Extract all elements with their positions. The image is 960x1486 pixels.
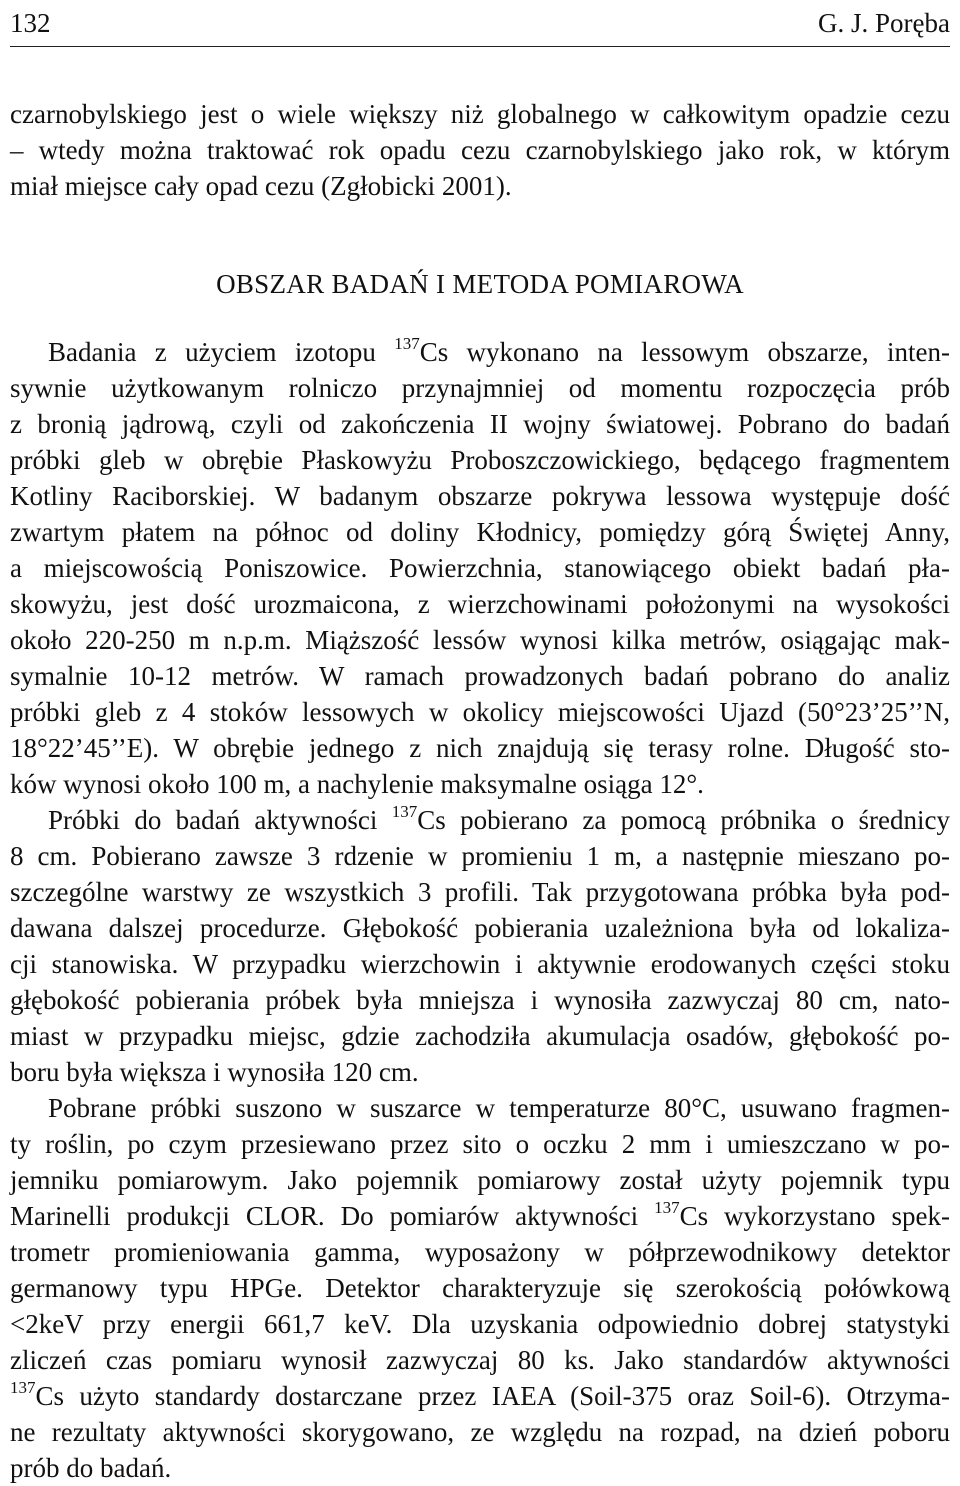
text-line: ty roślin, po czym przesiewano przez sito o oczku 2 mm i umieszczano w po-: [10, 1129, 950, 1159]
page-header: [10, 6, 950, 47]
text-line: dawana dalszej procedurze. Głębokość pobierania uzależniona była od lokaliza-: [10, 913, 950, 943]
paragraph-study-area: [10, 334, 950, 802]
text-run: Badania z użyciem izotopu: [48, 337, 395, 367]
text-line: cji stanowiska. W przypadku wierzchowin i aktywnie erodowanych części stoku: [10, 949, 950, 979]
text-line: zwartym płatem na północ od doliny Kłodnicy, pomiędzy górą Świętej Anny,: [10, 517, 950, 547]
text-line: szczególne warstwy ze wszystkich 3 profili. Tak przygotowana próbka była pod-: [10, 877, 950, 907]
text-line: Pobrane próbki suszono w suszarce w temperaturze 80°C, usuwano fragmen-: [48, 1093, 950, 1123]
text-line: próbki gleb w obrębie Płaskowyżu Proboszczowickiego, będącego fragmentem: [10, 445, 950, 475]
text-run: Cs użyto standardy dostarczane przez IAEA (Soil-375 oraz Soil-6). Otrzyma-: [35, 1381, 950, 1411]
text-line: skowyżu, jest dość urozmaicona, z wierzchowinami położonymi na wysokości: [10, 589, 950, 619]
paragraph-sampling: [10, 802, 950, 1090]
text-line: [10, 802, 950, 838]
text-run: Cs wykonano na lessowym obszarze, inten-: [419, 337, 950, 367]
text-line: miał miejsce cały opad cezu (Zgłobicki 2001).: [10, 171, 512, 201]
text-line: symalnie 10-12 metrów. W ramach prowadzonych badań pobrano do analiz: [10, 661, 950, 691]
text-line: ne rezultaty aktywności skorygowano, ze względu na rozpad, na dzień poboru: [10, 1417, 950, 1447]
text-line: 18°22’45’’E). W obrębie jednego z nich znajdują się terasy rolne. Długość sto-: [10, 733, 950, 763]
intro-paragraph: [10, 96, 950, 204]
text-run: Marinelli produkcji CLOR. Do pomiarów aktywności: [10, 1201, 655, 1231]
text-line: około 220-250 m n.p.m. Miąższość lessów wynosi kilka metrów, osiągając mak-: [10, 625, 950, 655]
running-title: G. J. Poręba: [818, 8, 950, 38]
text-line: boru była większa i wynosiła 120 cm.: [10, 1057, 419, 1087]
isotope-superscript: 137: [654, 1198, 680, 1217]
section-heading: OBSZAR BADAŃ I METODA POMIAROWA: [216, 269, 744, 299]
page-number: 132: [10, 8, 51, 38]
text-line: <2keV przy energii 661,7 keV. Dla uzyskania odpowiednio dobrej statystyki: [10, 1309, 950, 1339]
text-line: prób do badań.: [10, 1453, 172, 1483]
text-run: Cs wykorzystano spek-: [679, 1201, 950, 1231]
text-line: 8 cm. Pobierano zawsze 3 rdzenie w promieniu 1 m, a następnie mieszano po-: [10, 841, 950, 871]
text-line: – wtedy można traktować rok opadu cezu czarnobylskiego jako rok, w którym: [10, 135, 950, 165]
text-line: Kotliny Raciborskiej. W badanym obszarze pokrywa lessowa występuje dość: [10, 481, 950, 511]
text-line: zliczeń czas pomiaru wynosił zazwyczaj 80 ks. Jako standardów aktywności: [10, 1345, 950, 1375]
text-line: miast w przypadku miejsc, gdzie zachodziła akumulacja osadów, głębokość po-: [10, 1021, 950, 1051]
isotope-superscript: 137: [10, 1378, 36, 1397]
text-line: głębokość pobierania próbek była mniejsza i wynosiła zazwyczaj 80 cm, nato-: [10, 985, 950, 1015]
text-line: sywnie użytkowanym rolniczo przynajmniej od momentu rozpoczęcia prób: [10, 373, 950, 403]
text-line: [10, 1378, 950, 1414]
isotope-superscript: 137: [394, 334, 420, 353]
text-run: Cs pobierano za pomocą próbnika o średnicy: [417, 805, 951, 835]
text-line: jemniku pomiarowym. Jako pojemnik pomiarowy został użyty pojemnik typu: [10, 1165, 950, 1195]
text-line: czarnobylskiego jest o wiele większy niż globalnego w całkowitym opadzie cezu: [10, 99, 950, 129]
text-line: z bronią jądrową, czyli od zakończenia II wojny światowej. Pobrano do badań: [10, 409, 950, 439]
isotope-superscript: 137: [391, 802, 418, 821]
text-line: a miejscowością Poniszowice. Powierzchnia, stanowiącego obiekt badań pła-: [10, 553, 950, 583]
paragraph-measurement: [10, 1090, 950, 1486]
text-line: [10, 1198, 950, 1234]
text-line: [10, 334, 950, 370]
text-line: ków wynosi około 100 m, a nachylenie maksymalne osiąga 12°.: [10, 769, 704, 799]
text-line: germanowy typu HPGe. Detektor charakteryzuje się szerokością połówkową: [10, 1273, 950, 1303]
text-line: próbki gleb z 4 stoków lessowych w okolicy miejscowości Ujazd (50°23’25’’N,: [10, 697, 950, 727]
text-line: trometr promieniowania gamma, wyposażony w półprzewodnikowy detektor: [10, 1237, 950, 1267]
text-run: Próbki do badań aktywności: [48, 805, 392, 835]
